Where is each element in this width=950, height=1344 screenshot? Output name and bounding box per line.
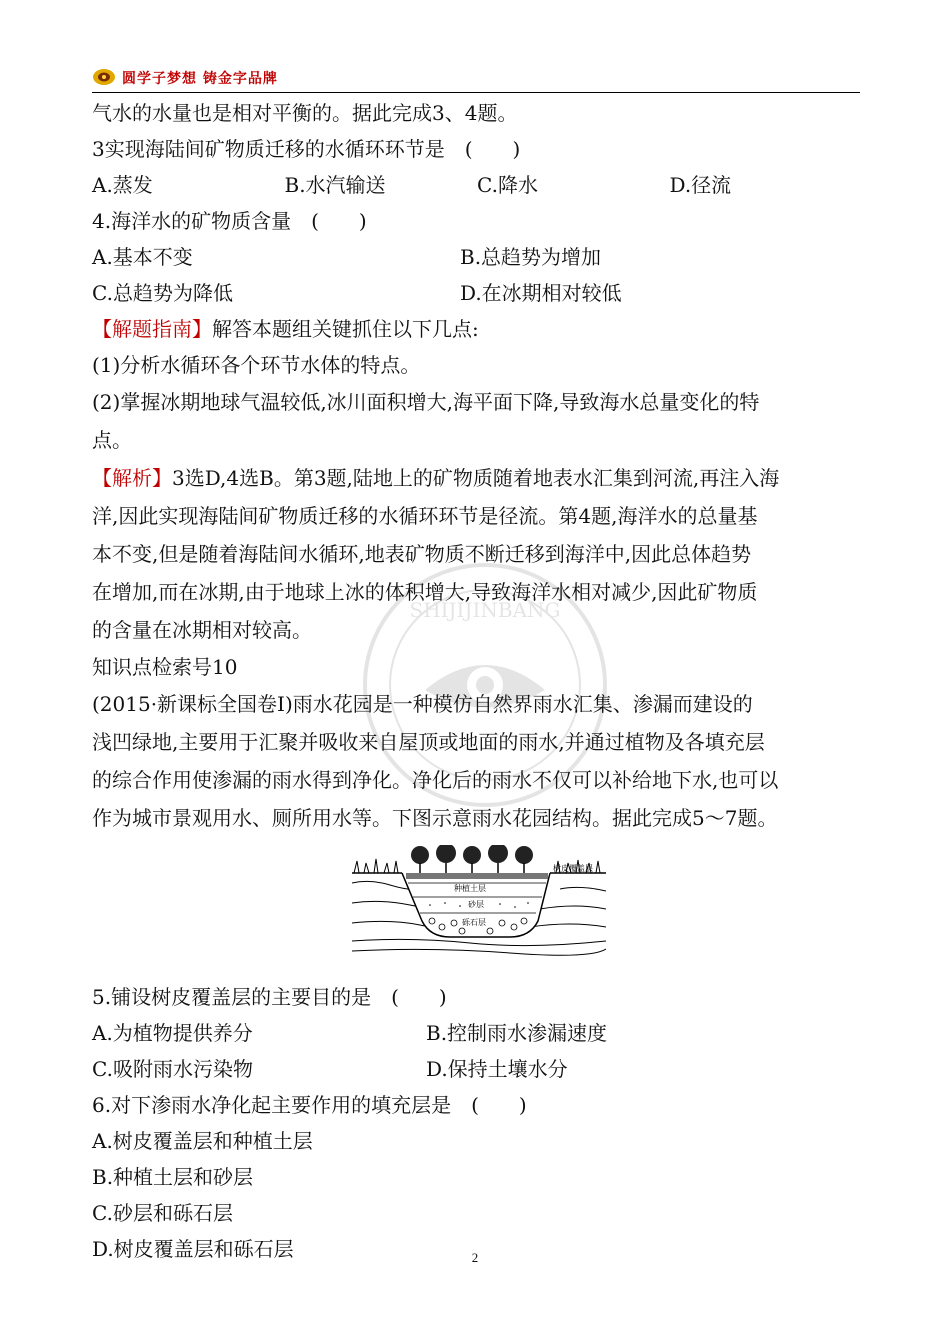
q4-stem: 4.海洋水的矿物质含量 ( ): [92, 209, 367, 233]
document-body: [92, 95, 862, 1267]
q4-option-b: B.总趋势为增加: [460, 245, 602, 269]
brand-logo-icon: [92, 68, 116, 86]
q5-options-row1: [92, 1015, 862, 1051]
label-soil-layer: 种植土层: [454, 884, 486, 893]
q5-option-b: B.控制雨水渗漏速度: [426, 1021, 608, 1045]
guide-tag: 【解题指南】: [92, 317, 212, 341]
continuation-text: 气水的水量也是相对平衡的。据此完成3、4题。: [92, 101, 518, 125]
header-rule: [92, 92, 860, 93]
passage-paragraph: [92, 685, 862, 837]
q3-option-c: C.降水: [477, 173, 538, 197]
q4-option-c: C.总趋势为降低: [92, 281, 233, 305]
page-number: 2: [471, 1250, 479, 1265]
label-sand-layer: 砂层: [468, 900, 484, 909]
q6-option-c: C.砂层和砾石层: [92, 1201, 233, 1225]
q5-option-d: D.保持土壤水分: [426, 1057, 568, 1081]
analysis-line: 在增加,而在冰期,由于地球上冰的体积增大,导致海洋水相对减少,因此矿物质: [92, 580, 758, 604]
analysis-line: 洋,因此实现海陆间矿物质迁移的水循环环节是径流。第4题,海洋水的总量基: [92, 504, 758, 528]
knowledge-index-label: 知识点检索号10: [92, 655, 238, 679]
analysis-first-line: 3选D,4选B。第3题,陆地上的矿物质随着地表水汇集到河流,再注入海: [172, 466, 780, 490]
guide-heading: [92, 311, 862, 347]
q3-option-a: A.蒸发: [92, 173, 153, 197]
q3-options: [92, 167, 862, 203]
passage-line: 的综合作用使渗漏的雨水得到净化。净化后的雨水不仅可以补给地下水,也可以: [92, 768, 779, 792]
watermark-text: SHIJIJINBANG: [409, 598, 561, 622]
rain-garden-diagram: [350, 845, 606, 957]
q6-option-d: D.树皮覆盖层和砾石层: [92, 1237, 294, 1261]
guide-intro: 解答本题组关键抓住以下几点:: [212, 317, 479, 341]
analysis-paragraph: [92, 459, 862, 649]
brand-slogan: 圆学子梦想 铸金字品牌: [122, 71, 278, 87]
q3-option-d: D.径流: [669, 173, 732, 197]
guide-point-1: (1)分析水循环各个环节水体的特点。: [92, 353, 421, 377]
analysis-line: 的含量在冰期相对较高。: [92, 618, 312, 642]
q4-options-row1: [92, 239, 862, 275]
analysis-line: 本不变,但是随着海陆间水循环,地表矿物质不断迁移到海洋中,因此总体趋势: [92, 542, 752, 566]
rain-garden-figure: [92, 837, 862, 979]
q4-option-a: A.基本不变: [92, 245, 193, 269]
q5-option-c: C.吸附雨水污染物: [92, 1057, 253, 1081]
q6-stem: 6.对下渗雨水净化起主要作用的填充层是 ( ): [92, 1093, 527, 1117]
q4-options-row2: [92, 275, 862, 311]
q5-stem: 5.铺设树皮覆盖层的主要目的是 ( ): [92, 985, 447, 1009]
q5-options-row2: [92, 1051, 862, 1087]
guide-point-2-line: 点。: [92, 428, 132, 452]
q5-option-a: A.为植物提供养分: [92, 1021, 253, 1045]
page-header: [92, 64, 860, 94]
q3-stem: 3实现海陆间矿物质迁移的水循环环节是 ( ): [92, 137, 521, 161]
analysis-tag: 【解析】: [92, 466, 172, 490]
q3-option-b: B.水汽输送: [284, 173, 386, 197]
guide-point-2-line: (2)掌握冰期地球气温较低,冰川面积增大,海平面下降,导致海水总量变化的特: [92, 390, 760, 414]
q6-option-a: A.树皮覆盖层和种植土层: [92, 1129, 313, 1153]
label-bark-layer: 树皮覆盖层: [553, 864, 593, 873]
passage-line: 作为城市景观用水、厕所用水等。下图示意雨水花园结构。据此完成5～7题。: [92, 806, 778, 830]
bark-layer: [406, 873, 548, 879]
q4-option-d: D.在冰期相对较低: [460, 281, 622, 305]
passage-line: (2015·新课标全国卷Ⅰ)雨水花园是一种模仿自然界雨水汇集、渗漏而建设的: [92, 692, 753, 716]
q6-option-b: B.种植土层和砂层: [92, 1165, 254, 1189]
label-gravel-layer: 砾石层: [462, 918, 486, 927]
passage-line: 浅凹绿地,主要用于汇聚并吸收来自屋顶或地面的雨水,并通过植物及各填充层: [92, 730, 765, 754]
